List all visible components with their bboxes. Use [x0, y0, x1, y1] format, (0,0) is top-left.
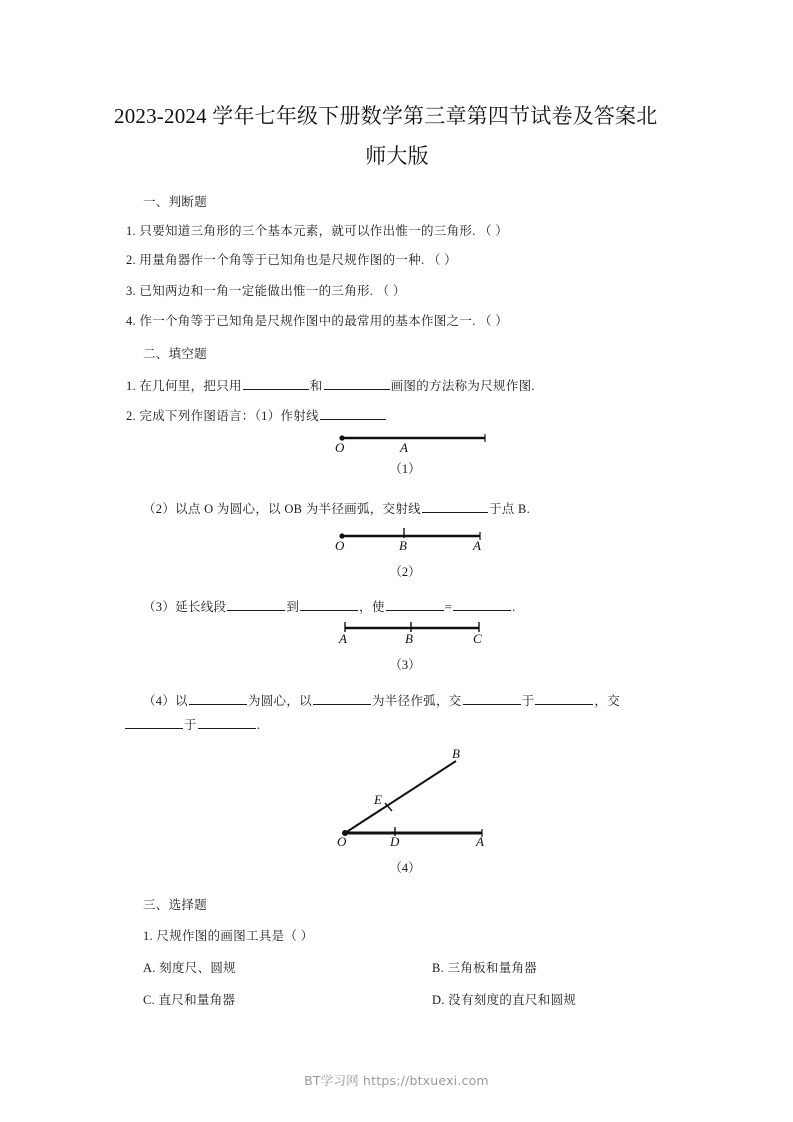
fill-item4-text-d: 于	[521, 694, 535, 708]
fill-item-4-continued	[124, 715, 260, 733]
page-title-line-2: 师大版	[365, 144, 429, 168]
section-heading-choice: 三、选择题	[143, 898, 208, 912]
fill-item3-blank-3[interactable]	[386, 598, 444, 611]
fill-item4-text-f: 于	[184, 718, 197, 732]
figure-3-label-A: A	[339, 631, 347, 646]
figure-2-label-B: B	[399, 538, 407, 553]
section-heading-fill-blank: 二、填空题	[143, 347, 208, 361]
figure-4-label-E: E	[374, 792, 382, 807]
figure-3-caption: （3）	[389, 658, 421, 672]
choice-option-d[interactable]: D. 没有刻度的直尺和圆规	[432, 993, 577, 1007]
fill-item4-blank-1[interactable]	[189, 692, 247, 705]
fill-item4-text-g: .	[256, 718, 261, 732]
judgment-question-2: 2. 用量角器作一个角等于已知角也是尺规作图的一种. （ ）	[126, 253, 457, 267]
fill-q1-text-b: 和	[309, 379, 323, 393]
fill-item-3	[143, 597, 516, 615]
fill-item-2	[143, 499, 530, 517]
fill-item2-blank-1[interactable]	[422, 500, 488, 513]
fill-q1-blank-2[interactable]	[324, 377, 390, 390]
choice-option-c[interactable]: C. 直尺和量角器	[143, 993, 236, 1007]
fill-item4-text-a: （4）以	[143, 694, 188, 708]
fill-question-1	[126, 376, 535, 394]
fill-item3-blank-2[interactable]	[300, 598, 358, 611]
figure-1-label-A: A	[400, 440, 408, 455]
fill-question-2	[126, 406, 387, 424]
figure-3-label-B: B	[405, 631, 413, 646]
choice-option-b[interactable]: B. 三角板和量角器	[432, 961, 538, 975]
fill-item4-text-b: 为圆心，以	[247, 694, 312, 708]
fill-q1-blank-1[interactable]	[243, 377, 309, 390]
judgment-question-4: 4. 作一个角等于已知角是尺规作图中的最常用的基本作图之一. （ ）	[126, 314, 509, 328]
fill-item4-blank-4[interactable]	[535, 692, 593, 705]
figure-4-svg	[330, 748, 510, 848]
figure-4-caption: （4）	[389, 861, 421, 875]
fill-item3-text-a: （3）延长线段	[143, 600, 227, 614]
figure-4-label-O: O	[337, 834, 347, 849]
figure-2-label-A: A	[473, 538, 481, 553]
figure-4-label-B: B	[452, 746, 460, 761]
page-title-line-1: 2023-2024 学年七年级下册数学第三章第四节试卷及答案北	[114, 104, 658, 128]
footer-watermark: BT学习网 https://btxuexi.com	[304, 1073, 489, 1088]
fill-item3-blank-4[interactable]	[453, 598, 511, 611]
fill-item2-text-a: （2）以点 O 为圆心，以 OB 为半径画弧，交射线	[143, 502, 421, 516]
fill-item-4	[143, 688, 685, 715]
fill-item4-blank-2[interactable]	[313, 692, 371, 705]
section-heading-judgment: 一、判断题	[143, 195, 208, 209]
figure-1-svg	[330, 424, 500, 456]
fill-item3-text-c: ，使	[359, 600, 385, 614]
fill-item3-text-d: =	[444, 600, 453, 614]
fill-item3-text-b: 到	[286, 600, 300, 614]
fill-item4-blank-6[interactable]	[198, 716, 256, 729]
judgment-question-1: 1. 只要知道三角形的三个基本元素，就可以作出惟一的三角形. （ ）	[126, 224, 509, 238]
figure-2-label-O: O	[335, 538, 345, 553]
figure-1-label-O: O	[335, 440, 345, 455]
figure-3-label-C: C	[473, 631, 482, 646]
choice-question-1: 1. 尺规作图的画图工具是（ ）	[143, 929, 314, 943]
fill-item2-text-b: 于点 B.	[488, 502, 531, 516]
fill-q1-text-a: 1. 在几何里，把只用	[126, 379, 242, 393]
fill-q2-text-a: 2. 完成下列作图语言：（1）作射线	[126, 409, 319, 423]
fill-item4-blank-3[interactable]	[463, 692, 521, 705]
fill-item4-text-e: ，交	[594, 694, 620, 708]
page-title	[112, 96, 682, 176]
choice-option-a[interactable]: A. 刻度尺、圆规	[143, 961, 236, 975]
fill-item3-text-e: .	[512, 600, 516, 614]
figure-4-label-A: A	[476, 834, 484, 849]
fill-q2-blank-1[interactable]	[320, 407, 386, 420]
figure-4-angle	[330, 748, 510, 858]
fill-item3-blank-1[interactable]	[227, 598, 285, 611]
fill-q1-text-c: 画图的方法称为尺规作图.	[390, 379, 535, 393]
fill-item4-text-c: 为半径作弧，交	[371, 694, 462, 708]
figure-4-label-D: D	[390, 834, 400, 849]
fill-item4-blank-5[interactable]	[125, 716, 183, 729]
figure-2-caption: （2）	[389, 565, 421, 579]
judgment-question-3: 3. 已知两边和一角一定能做出惟一的三角形. （ ）	[126, 284, 406, 298]
figure-1-caption: （1）	[389, 462, 421, 476]
